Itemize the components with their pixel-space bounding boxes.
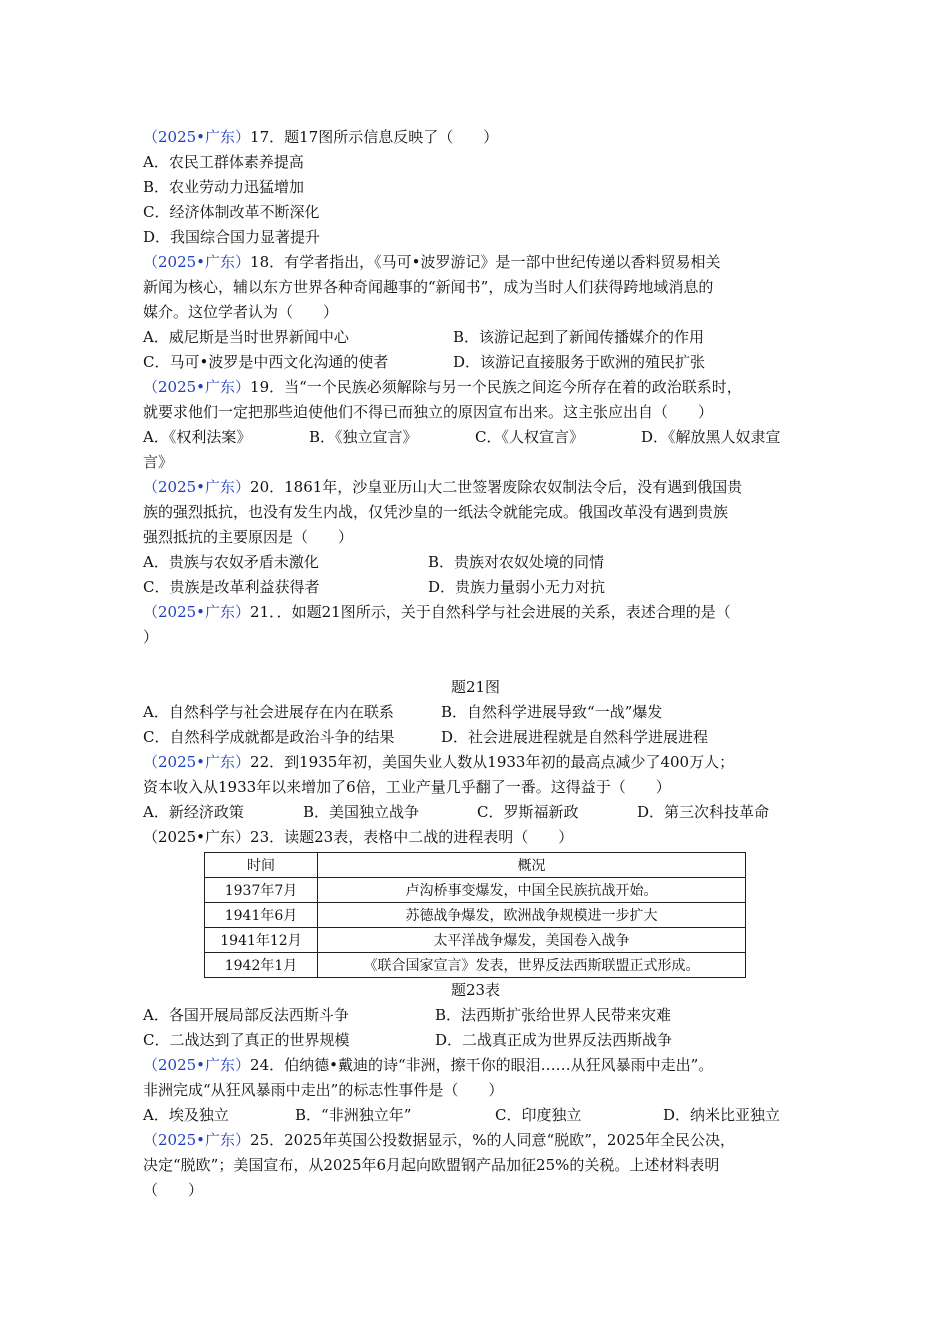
q17-option-d: D．我国综合国力显著提升 <box>143 228 321 246</box>
q18-options-row-2 <box>143 350 808 375</box>
q23-options-row-1 <box>143 1003 808 1028</box>
q19-option-c: C．《人权宣言》 <box>475 428 584 446</box>
q21-stem <box>143 600 808 625</box>
table-cell-time: 1942年1月 <box>205 953 318 978</box>
q20-option-c: C．贵族是改革利益获得者 <box>143 578 320 596</box>
q22-source: （2025•广东） <box>143 753 251 771</box>
q17-option-a: A．农民工群体素养提高 <box>143 153 304 171</box>
q23-option-c: C．二战达到了真正的世界规模 <box>143 1031 350 1049</box>
q18-text-2: 新闻为核心，辅以东方世界各种奇闻趣事的“新闻书”，成为当时人们获得跨地域消息的 <box>143 278 714 296</box>
q18-option-c: C．马可•波罗是中西文化沟通的使者 <box>143 353 389 371</box>
q20-option-d: D．贵族力量弱小无力对抗 <box>428 578 606 596</box>
q20-options-row-1 <box>143 550 808 575</box>
q23-table-caption: 题23表 <box>450 981 501 999</box>
q20-option-a: A．贵族与农奴矛盾未激化 <box>143 553 319 571</box>
q21-option-c: C．自然科学成就都是政治斗争的结果 <box>143 728 395 746</box>
q24-stem <box>143 1053 808 1078</box>
q22-text-2: 资本收入从1933年以来增加了6倍，工业产量几乎翻了一番。这得益于（ ） <box>143 778 671 796</box>
q23-option-b: B．法西斯扩张给世界人民带来灾难 <box>435 1006 672 1024</box>
q24-option-c: C．印度独立 <box>495 1106 582 1124</box>
q24-source: （2025•广东） <box>143 1056 251 1074</box>
q17-stem <box>143 125 808 150</box>
q19-source: （2025•广东） <box>143 378 251 396</box>
table-row <box>205 928 746 953</box>
q22-option-d: D．第三次科技革命 <box>637 803 770 821</box>
q19-option-d-cont: 言》 <box>143 453 174 471</box>
q20-text-2: 族的强烈抵抗，也没有发生内战，仅凭沙皇的一纸法令就能完成。俄国改革没有遇到贵族 <box>143 503 729 521</box>
q20-text-1: 20．1861年，沙皇亚历山大二世签署废除农奴制法令后，没有遇到俄国贵 <box>250 478 743 496</box>
q18-option-a: A．威尼斯是当时世界新闻中心 <box>143 328 349 346</box>
q24-text-2: 非洲完成“从狂风暴雨中走出”的标志性事件是（ ） <box>143 1081 504 1099</box>
table-cell-overview: 太平洋战争爆发，美国卷入战争 <box>318 928 746 953</box>
q21-option-d: D．社会进展进程就是自然科学进展进程 <box>441 728 709 746</box>
q21-figure-space <box>143 650 808 675</box>
q18-options-row-1 <box>143 325 808 350</box>
q18-text-3: 媒介。这位学者认为（ ） <box>143 303 339 321</box>
q21-text-1: 21．．如题21图所示，关于自然科学与社会进展的关系，表述合理的是（ <box>250 603 731 621</box>
exam-page <box>143 125 808 1203</box>
q19-options-row <box>143 425 808 450</box>
q22-option-a: A．新经济政策 <box>143 803 244 821</box>
q19-text-1: 19．当“一个民族必须解除与另一个民族之间迄今所存在着的政治联系时， <box>250 378 742 396</box>
q25-text-2: 决定“脱欧”；美国宣布，从2025年6月起向欧盟钢产品加征25%的关税。上述材料表明 <box>143 1156 720 1174</box>
q20-stem <box>143 475 808 500</box>
table-cell-overview: 卢沟桥事变爆发，中国全民族抗战开始。 <box>318 878 746 903</box>
q19-stem <box>143 375 808 400</box>
q24-text-1: 24．伯纳德•戴迪的诗“非洲，擦干你的眼泪……从狂风暴雨中走出”。 <box>250 1056 714 1074</box>
q19-option-a: A．《权利法案》 <box>143 428 252 446</box>
q23-options-row-2 <box>143 1028 808 1053</box>
q17-option-c: C．经济体制改革不断深化 <box>143 203 320 221</box>
q19-text-2: 就要求他们一定把那些迫使他们不得已而独立的原因宣布出来。这主张应出自（ ） <box>143 403 714 421</box>
q24-option-b: B．“非洲独立年” <box>295 1106 412 1124</box>
q24-option-a: A．埃及独立 <box>143 1106 229 1124</box>
q25-text-1: 25．2025年英国公投数据显示，%的人同意“脱欧”，2025年全民公决， <box>250 1131 736 1149</box>
q22-options-row <box>143 800 808 825</box>
q20-text-3: 强烈抵抗的主要原因是（ ） <box>143 528 354 546</box>
q23-option-a: A．各国开展局部反法西斯斗争 <box>143 1006 349 1024</box>
table-cell-time: 1937年7月 <box>205 878 318 903</box>
q25-text-3: （ ） <box>143 1181 204 1199</box>
table-row <box>205 953 746 978</box>
q23-table <box>204 852 746 978</box>
q21-figure-caption: 题21图 <box>450 678 501 696</box>
q22-option-c: C．罗斯福新政 <box>477 803 579 821</box>
table-row <box>205 903 746 928</box>
q18-option-d: D．该游记直接服务于欧洲的殖民扩张 <box>453 353 706 371</box>
q18-stem <box>143 250 808 275</box>
table-header-overview: 概况 <box>318 853 746 878</box>
q18-text-1: 18．有学者指出，《马可•波罗游记》是一部中世纪传递以香料贸易相关 <box>250 253 721 271</box>
q24-options-row <box>143 1103 808 1128</box>
q21-option-a: A．自然科学与社会进展存在内在联系 <box>143 703 394 721</box>
q23-option-d: D．二战真正成为世界反法西斯战争 <box>435 1031 673 1049</box>
q24-option-d: D．纳米比亚独立 <box>663 1106 781 1124</box>
table-row <box>205 878 746 903</box>
table-cell-overview: 苏德战争爆发，欧洲战争规模进一步扩大 <box>318 903 746 928</box>
q25-source: （2025•广东） <box>143 1131 251 1149</box>
q17-source: （2025•广东） <box>143 128 251 146</box>
q19-option-d: D．《解放黑人奴隶宣 <box>641 428 781 446</box>
q20-source: （2025•广东） <box>143 478 251 496</box>
q21-options-row-1 <box>143 700 808 725</box>
table-cell-time: 1941年6月 <box>205 903 318 928</box>
q20-option-b: B．贵族对农奴处境的同情 <box>428 553 605 571</box>
q23-text: 23．读题23表，表格中二战的进程表明（ ） <box>250 828 574 846</box>
q23-stem <box>143 825 808 850</box>
q17-option-b: B．农业劳动力迅猛增加 <box>143 178 305 196</box>
q19-option-b: B．《独立宣言》 <box>309 428 418 446</box>
q17-text: 17．题17图所示信息反映了（ ） <box>250 128 499 146</box>
table-cell-overview: 《联合国家宣言》发表，世界反法西斯联盟正式形成。 <box>318 953 746 978</box>
q21-option-b: B．自然科学进展导致“一战”爆发 <box>441 703 663 721</box>
q21-options-row-2 <box>143 725 808 750</box>
q18-option-b: B．该游记起到了新闻传播媒介的作用 <box>453 328 705 346</box>
q21-source: （2025•广东） <box>143 603 251 621</box>
q18-source: （2025•广东） <box>143 253 251 271</box>
q22-stem <box>143 750 808 775</box>
q22-option-b: B．美国独立战争 <box>303 803 420 821</box>
table-header-row <box>205 853 746 878</box>
q25-stem <box>143 1128 808 1153</box>
q20-options-row-2 <box>143 575 808 600</box>
q21-text-2: ） <box>143 628 159 646</box>
q22-text-1: 22．到1935年初，美国失业人数从1933年初的最高点减少了400万人； <box>250 753 735 771</box>
q23-source: （2025•广东） <box>143 828 251 846</box>
table-cell-time: 1941年12月 <box>205 928 318 953</box>
table-header-time: 时间 <box>205 853 318 878</box>
